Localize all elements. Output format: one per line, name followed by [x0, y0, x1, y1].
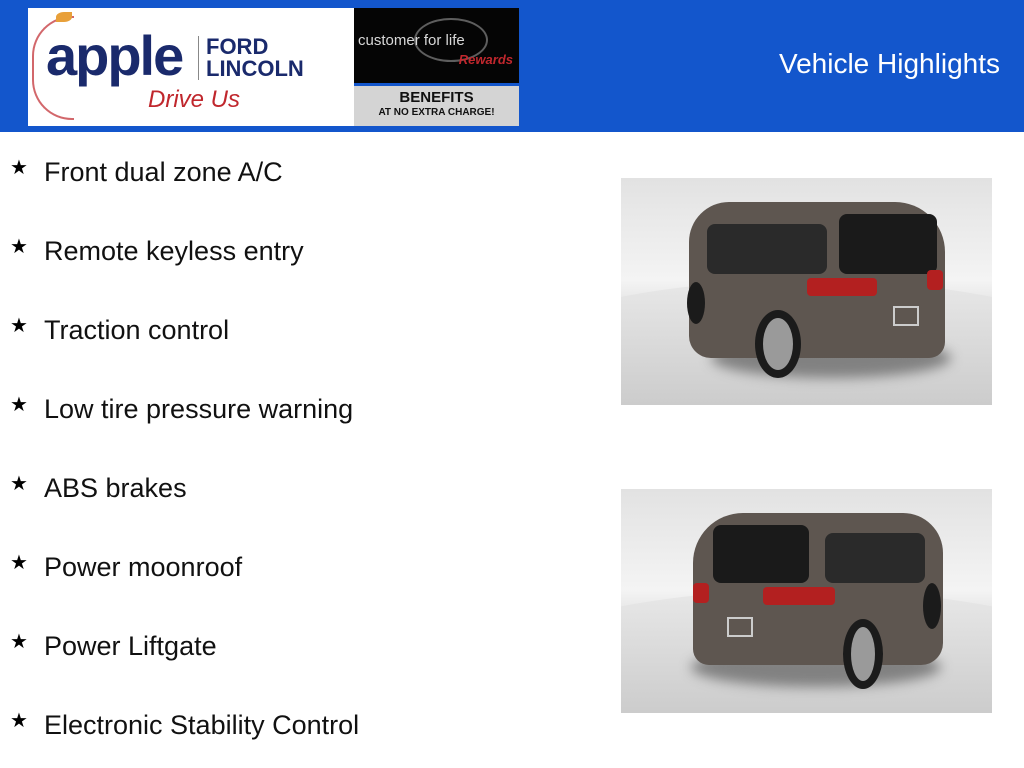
- vehicle-photo-2[interactable]: [621, 489, 992, 713]
- star-icon: ★: [10, 710, 28, 732]
- star-icon: ★: [10, 157, 28, 179]
- rewards-badge: [354, 8, 519, 83]
- logo-brand: apple: [46, 24, 183, 87]
- vehicle-photo-1[interactable]: [621, 178, 992, 405]
- feature-item: [10, 626, 217, 666]
- feature-label: ABS brakes: [44, 472, 187, 503]
- apple-leaf-icon: [56, 12, 72, 22]
- feature-item: [10, 705, 359, 745]
- license-plate: [727, 617, 753, 637]
- header-banner: [0, 0, 1024, 132]
- star-icon: ★: [10, 552, 28, 574]
- feature-item: [10, 231, 304, 271]
- star-icon: ★: [10, 315, 28, 337]
- rewards-subtitle: Rewards: [458, 52, 513, 67]
- wheel: [923, 583, 941, 629]
- star-icon: ★: [10, 631, 28, 653]
- dealer-logo: [28, 8, 354, 126]
- star-icon: ★: [10, 394, 28, 416]
- wheel: [687, 282, 705, 324]
- logo-tagline: Drive Us: [148, 86, 241, 113]
- rewards-title: customer for life: [358, 32, 465, 49]
- feature-label: Front dual zone A/C: [44, 156, 283, 187]
- logo-dealer-line2: LINCOLN: [206, 56, 304, 81]
- feature-label: Remote keyless entry: [44, 235, 304, 266]
- star-icon: ★: [10, 236, 28, 258]
- feature-item: [10, 310, 229, 350]
- feature-item: [10, 468, 187, 508]
- feature-item: [10, 547, 242, 587]
- feature-label: Low tire pressure warning: [44, 393, 354, 424]
- license-plate: [893, 306, 919, 326]
- feature-item: [10, 389, 353, 429]
- logo-divider: [198, 36, 199, 80]
- benefits-title: BENEFITS: [399, 89, 474, 106]
- feature-label: Power moonroof: [44, 551, 243, 582]
- wheel: [755, 310, 801, 378]
- logo-dealer-line1: FORD: [206, 34, 269, 59]
- feature-label: Traction control: [44, 314, 230, 345]
- feature-label: Power Liftgate: [44, 630, 217, 661]
- wheel: [843, 619, 883, 689]
- feature-label: Electronic Stability Control: [44, 709, 360, 740]
- logo-dealer: [206, 36, 304, 80]
- benefits-badge: [354, 86, 519, 126]
- feature-item: [10, 152, 283, 192]
- vehicle-body: [689, 202, 945, 358]
- vehicle-body: [693, 513, 943, 665]
- star-icon: ★: [10, 473, 28, 495]
- page-title: Vehicle Highlights: [778, 48, 1000, 79]
- benefits-subtitle: AT NO EXTRA CHARGE!: [378, 107, 495, 118]
